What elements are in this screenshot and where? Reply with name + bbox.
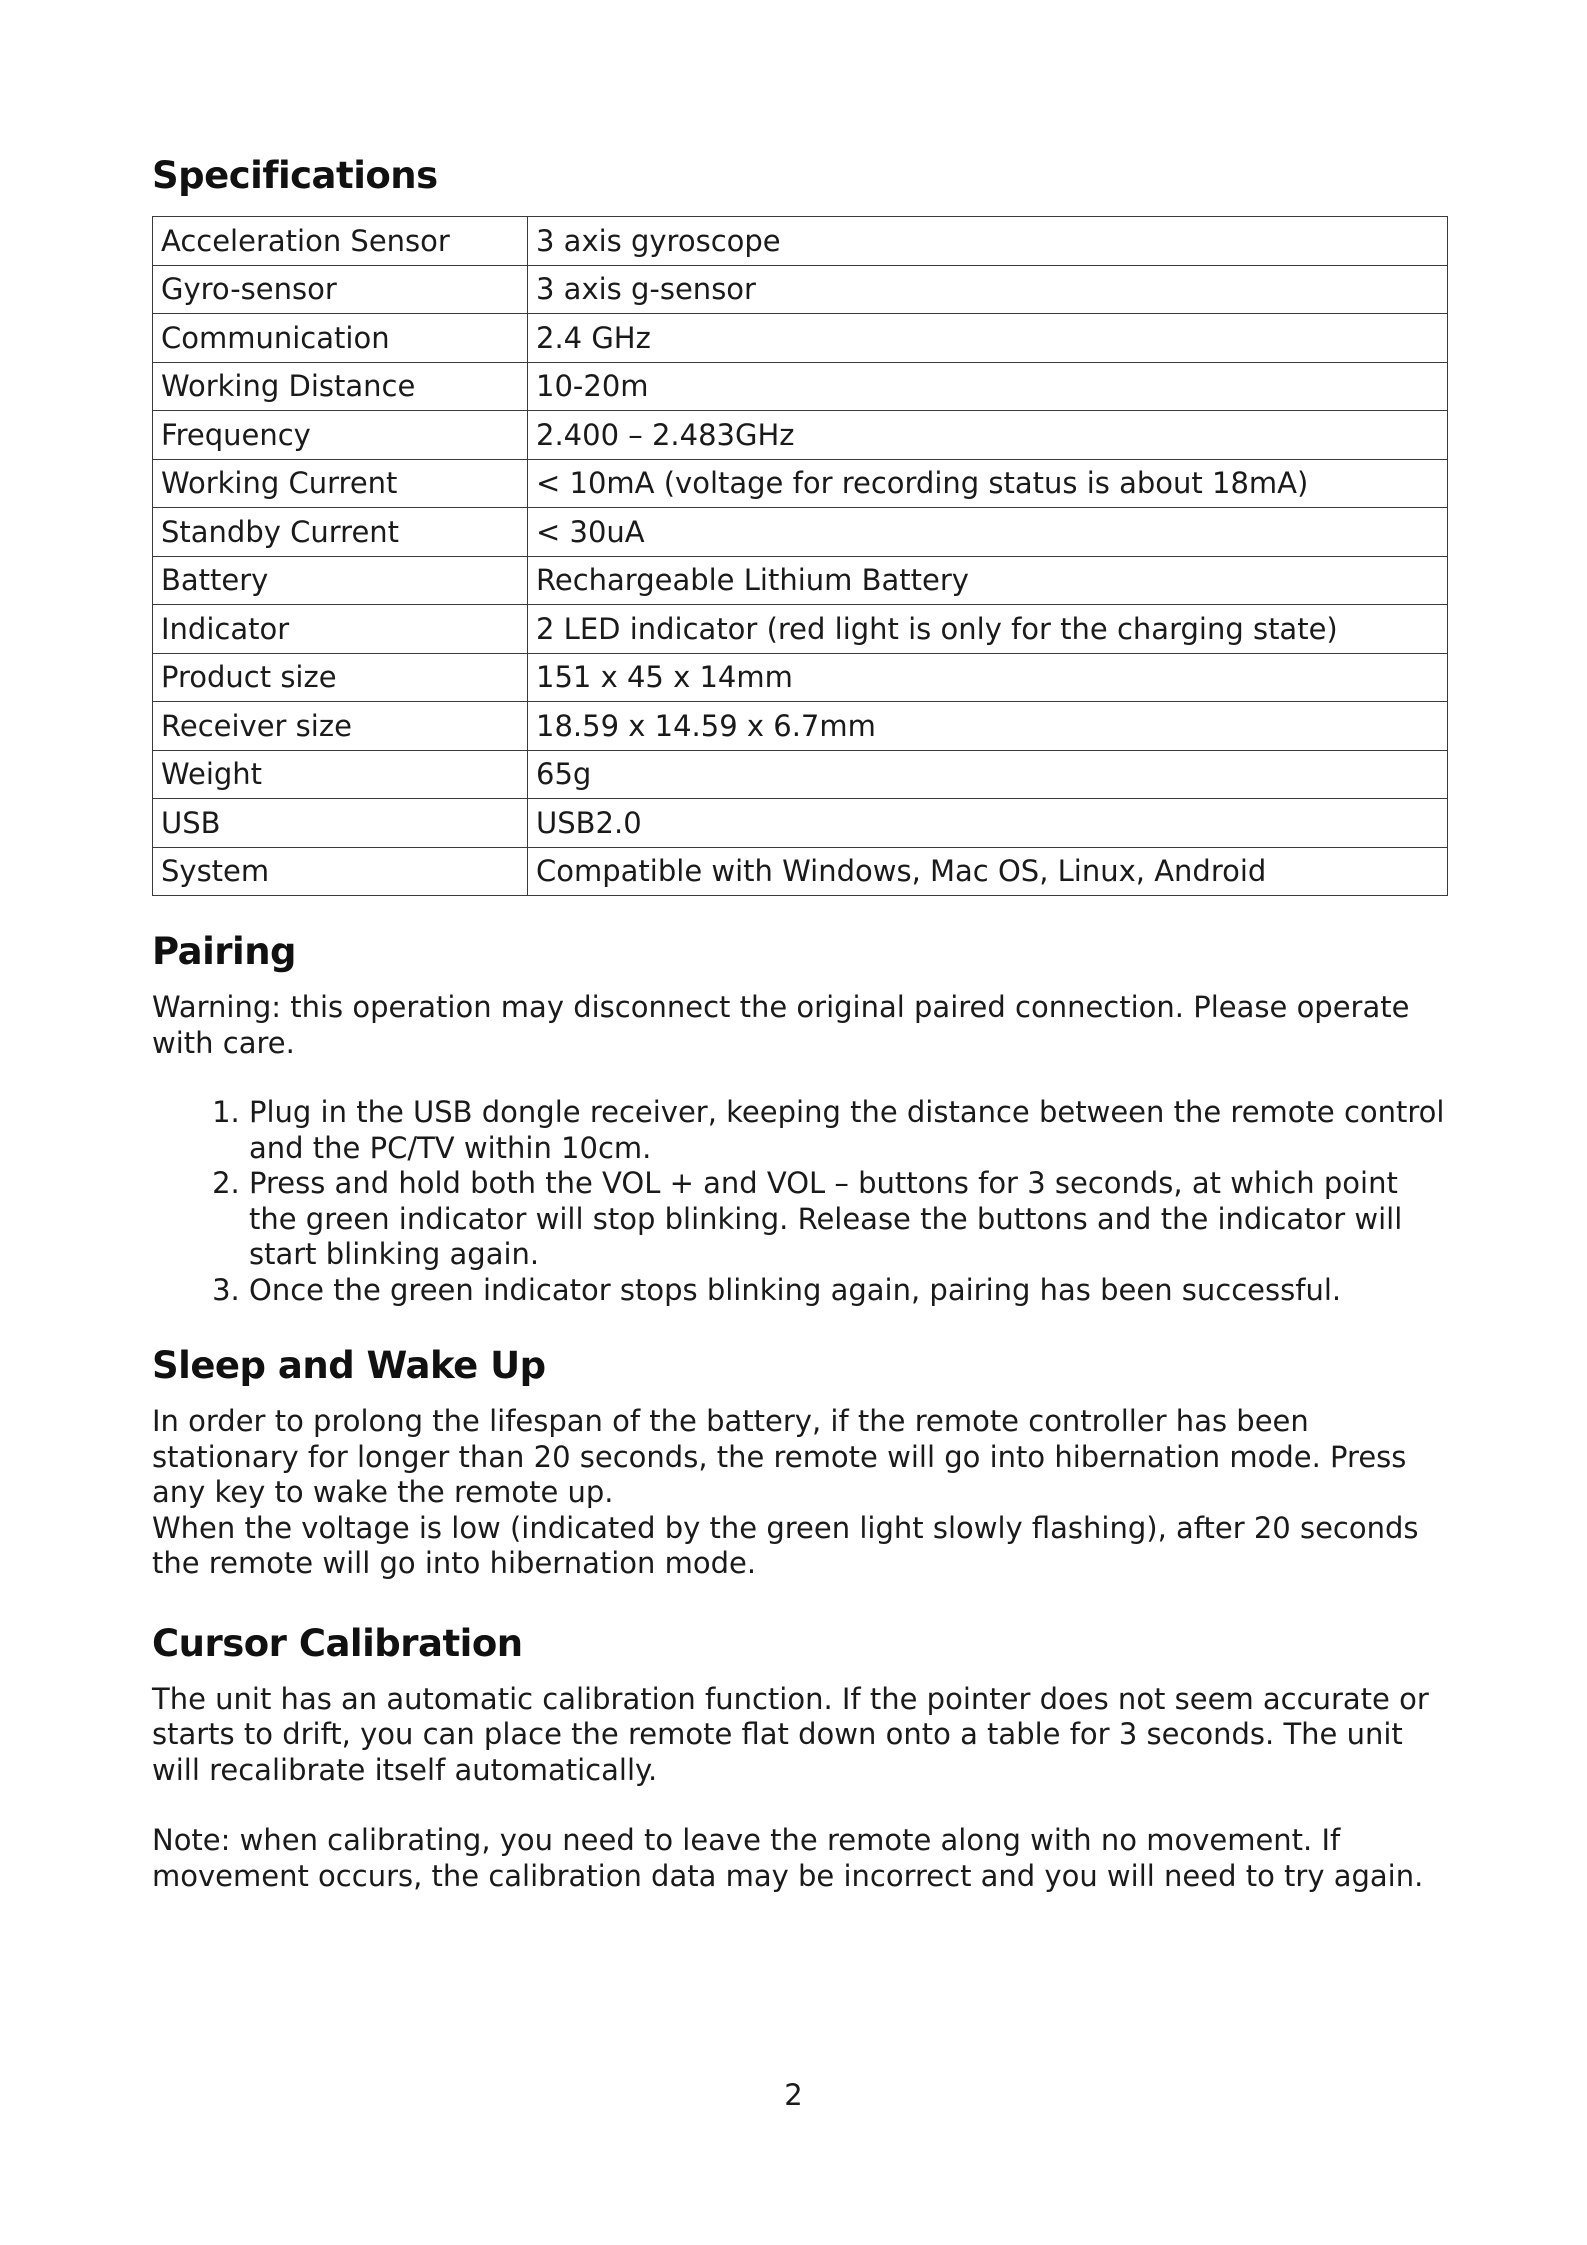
spec-label: System [153, 847, 528, 896]
spec-label: Product size [153, 653, 528, 702]
spec-value: 2.400 – 2.483GHz [528, 411, 1448, 460]
spec-value: 3 axis g-sensor [528, 265, 1448, 314]
spec-value: < 30uA [528, 508, 1448, 557]
spec-label: Gyro-sensor [153, 265, 528, 314]
pairing-warning: Warning: this operation may disconnect the original paired connection. Please operate with care. [152, 990, 1410, 1060]
spec-label: Indicator [153, 605, 528, 654]
table-row [153, 702, 1448, 751]
table-row [153, 750, 1448, 799]
sleep-section [152, 1340, 1448, 1582]
table-row [153, 556, 1448, 605]
cursor-calibration-paragraph: The unit has an automatic calibration function. If the pointer does not seem accurate or starts to drift, you can place the remote flat down onto a table for 3 seconds. The unit will recalibrate itself automatically. [152, 1681, 1429, 1787]
table-row [153, 508, 1448, 557]
spec-value: 10-20m [528, 362, 1448, 411]
spec-label: Weight [153, 750, 528, 799]
specifications-section [152, 150, 1448, 896]
spec-label: Receiver size [153, 702, 528, 751]
page-number: 2 [784, 2078, 803, 2112]
pairing-steps-list [152, 1095, 1448, 1308]
spec-label: USB [153, 799, 528, 848]
spec-value: 151 x 45 x 14mm [528, 653, 1448, 702]
list-item: 3. Once the green indicator stops blinking again, pairing has been successful. [249, 1273, 1448, 1309]
spec-value: < 10mA (voltage for recording status is about 18mA) [528, 459, 1448, 508]
spec-label: Working Distance [153, 362, 528, 411]
sleep-heading: Sleep and Wake Up [152, 1344, 546, 1387]
table-row [153, 217, 1448, 266]
spec-label: Standby Current [153, 508, 528, 557]
list-item: 2. Press and hold both the VOL + and VOL – buttons for 3 seconds, at which point the green indicator will stop blinking. Release the buttons and the indicator will start blinking again. [249, 1166, 1448, 1273]
spec-value: 2.4 GHz [528, 314, 1448, 363]
table-row [153, 847, 1448, 896]
spec-value: Rechargeable Lithium Battery [528, 556, 1448, 605]
specifications-heading: Specifications [152, 154, 438, 197]
spec-label: Battery [153, 556, 528, 605]
spec-value: 2 LED indicator (red light is only for the charging state) [528, 605, 1448, 654]
spec-label: Frequency [153, 411, 528, 460]
sleep-paragraph: In order to prolong the lifespan of the battery, if the remote controller has been stationary for longer than 20 seconds, the remote will go into hibernation mode. Press any key to wake the remote up. [152, 1404, 1407, 1509]
sleep-body [152, 1404, 1448, 1582]
table-row [153, 265, 1448, 314]
table-row [153, 411, 1448, 460]
specifications-table [152, 216, 1448, 896]
pairing-heading: Pairing [152, 930, 297, 973]
spec-value: 65g [528, 750, 1448, 799]
spec-label: Communication [153, 314, 528, 363]
sleep-paragraph: When the voltage is low (indicated by the green light slowly flashing), after 20 seconds the remote will go into hibernation mode. [152, 1510, 1419, 1580]
table-row [153, 653, 1448, 702]
table-row [153, 605, 1448, 654]
spec-value: Compatible with Windows, Mac OS, Linux, Android [528, 847, 1448, 896]
cursor-calibration-section [152, 1618, 1448, 1895]
table-row [153, 314, 1448, 363]
cursor-calibration-note: Note: when calibrating, you need to leave the remote along with no movement. If movement occurs, the calibration data may be incorrect and you will need to try again. [152, 1823, 1424, 1893]
pairing-section [152, 926, 1448, 1308]
document-page [152, 150, 1448, 1894]
cursor-calibration-heading: Cursor Calibration [152, 1621, 523, 1665]
spec-value: 3 axis gyroscope [528, 217, 1448, 266]
spec-label: Working Current [153, 459, 528, 508]
table-row [153, 799, 1448, 848]
list-item: 1. Plug in the USB dongle receiver, keeping the distance between the remote control and the PC/TV within 10cm. [249, 1095, 1448, 1166]
spec-label: Acceleration Sensor [153, 217, 528, 266]
spec-value: USB2.0 [528, 799, 1448, 848]
spec-value: 18.59 x 14.59 x 6.7mm [528, 702, 1448, 751]
table-row [153, 459, 1448, 508]
table-row [153, 362, 1448, 411]
